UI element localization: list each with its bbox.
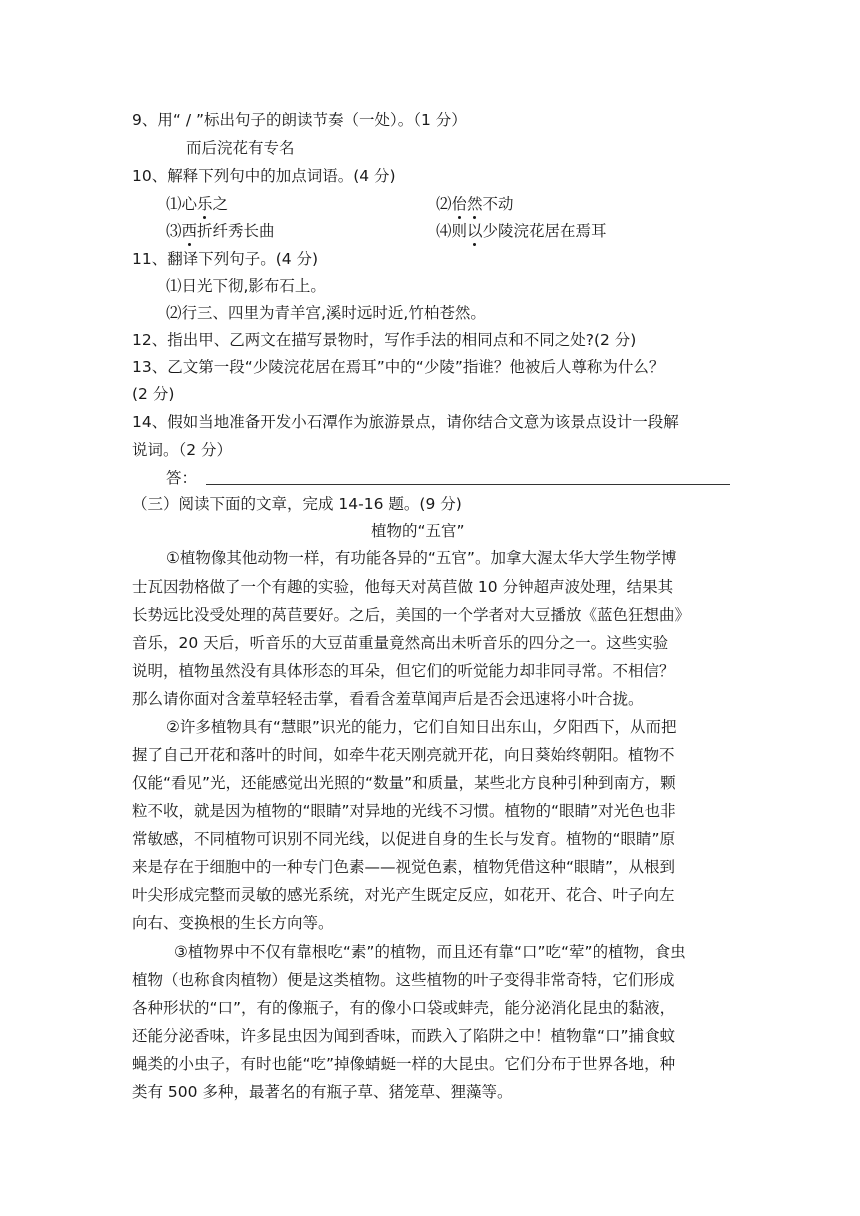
paragraph-line: 常敏感，不同植物可识别不同光线，以促进自身的生长与发育。植物的“眼睛”原 bbox=[132, 830, 676, 848]
paragraph-line: 叶尖形成完整而灵敏的感光系统，对光产生既定反应，如花开、花合、叶子向左 bbox=[132, 886, 675, 904]
q10-item-2: ⑵佁然不动 bbox=[436, 195, 514, 213]
paragraph-line: 各种形状的“口”，有的像瓶子，有的像小口袋或蚌壳，能分泌消化昆虫的黏液， bbox=[132, 999, 676, 1017]
paragraph-line: ①植物像其他动物一样，有功能各异的“五官”。加拿大渥太华大学生物学博 bbox=[166, 549, 677, 567]
paragraph-line: 说明，植物虽然没有具体形态的耳朵，但它们的听觉能力却非同寻常。不相信？ bbox=[132, 662, 675, 680]
q11-text: 11、翻译下列句子。(4 分) bbox=[132, 250, 319, 268]
q13-line-2: (2 分) bbox=[132, 385, 175, 403]
dotted-word: 乐 bbox=[197, 195, 213, 213]
paragraph-line: 音乐，20 天后，听音乐的大豆苗重量竟然高出未听音乐的四分之一。这些实验 bbox=[132, 634, 669, 652]
paragraph-line: 那么请你面对含羞草轻轻击掌，看看含羞草闻声后是否会迅速将小叶合拢。 bbox=[132, 690, 644, 708]
dotted-word: 以 bbox=[467, 222, 483, 240]
paragraph-line: 向右、变换根的生长方向等。 bbox=[132, 914, 334, 932]
q10-item-3: ⑶西折纤秀长曲 bbox=[166, 222, 275, 240]
paragraph-line: 类有 500 多种，最著名的有瓶子草、猪笼草、狸藻等。 bbox=[132, 1083, 513, 1101]
paragraph-line: 植物（也称食肉植物）便是这类植物。这些植物的叶子变得非常奇特，它们形成 bbox=[132, 971, 675, 989]
paragraph-line: 长势远比没受处理的莴苣要好。之后，美国的一个学者对大豆播放《蓝色狂想曲》 bbox=[132, 606, 691, 624]
paragraph-line: ③植物界中不仅有靠根吃“素”的植物，而且还有靠“口”吃“荤”的植物，食虫 bbox=[174, 943, 686, 961]
q10-item-4: ⑷则以少陵浣花居在焉耳 bbox=[436, 222, 607, 240]
paragraph-line: 蝇类的小虫子，有时也能“吃”掉像蜻蜓一样的大昆虫。它们分布于世界各地，种 bbox=[132, 1055, 676, 1073]
paragraph-line: 还能分泌香味，许多昆虫因为闻到香味，而跌入了陷阱之中！植物靠“口”捕食蚊 bbox=[132, 1027, 676, 1045]
paragraph-line: 来是存在于细胞中的一种专门色素——视觉色素，植物凭借这种“眼睛”，从根到 bbox=[132, 858, 676, 876]
q10-item-1: ⑴心乐之 bbox=[166, 195, 229, 213]
paragraph-line: 粒不收，就是因为植物的“眼睛”对异地的光线不习惯。植物的“眼睛”对光色也非 bbox=[132, 802, 676, 820]
answer-line bbox=[206, 484, 730, 485]
q14-line-1: 14、假如当地准备开发小石潭作为旅游景点，请你结合文意为该景点设计一段解 bbox=[132, 413, 679, 431]
dotted-word: 佁 bbox=[451, 195, 468, 213]
q10-text: 10、解释下列句中的加点词语。(4 分) bbox=[132, 167, 396, 185]
q11-item-1: ⑴日光下彻,影布石上。 bbox=[166, 277, 326, 295]
q9-text: 9、用“ / ”标出句子的朗读节奏（一处）。（1 分） bbox=[132, 111, 467, 129]
q9-sentence: 而后浣花有专名 bbox=[186, 139, 295, 157]
dotted-word: 然 bbox=[467, 195, 483, 213]
paragraph-line: 士瓦因勃格做了一个有趣的实验，他每天对莴苣做 10 分钟超声波处理，结果其 bbox=[132, 578, 674, 596]
question-12: 12、指出甲、乙两文在描写景物时，写作手法的相同点和不同之处?(2 分) bbox=[132, 331, 637, 349]
paragraph-line: ②许多植物具有“慧眼”识光的能力，它们自知日出东山，夕阳西下，从而把 bbox=[166, 718, 677, 736]
q13-line-1: 13、乙文第一段“少陵浣花居在焉耳”中的“少陵”指谁？他被后人尊称为什么？ bbox=[132, 358, 665, 376]
section-heading: （三）阅读下面的文章，完成 14-16 题。(9 分) bbox=[132, 495, 462, 513]
article-title: 植物的“五官” bbox=[371, 522, 465, 540]
dotted-word: 西 bbox=[181, 222, 198, 240]
paragraph-line: 仅能“看见”光，还能感觉出光照的“数量”和质量，某些北方良种引种到南方，颗 bbox=[132, 774, 676, 792]
q14-line-2: 说词。（2 分） bbox=[132, 441, 233, 459]
q11-item-2: ⑵行三、四里为青羊宫,溪时远时近,竹柏苍然。 bbox=[166, 304, 486, 322]
answer-label: 答： bbox=[166, 469, 198, 487]
paragraph-line: 握了自己开花和落叶的时间，如牵牛花天刚亮就开花，向日葵始终朝阳。植物不 bbox=[132, 746, 675, 764]
